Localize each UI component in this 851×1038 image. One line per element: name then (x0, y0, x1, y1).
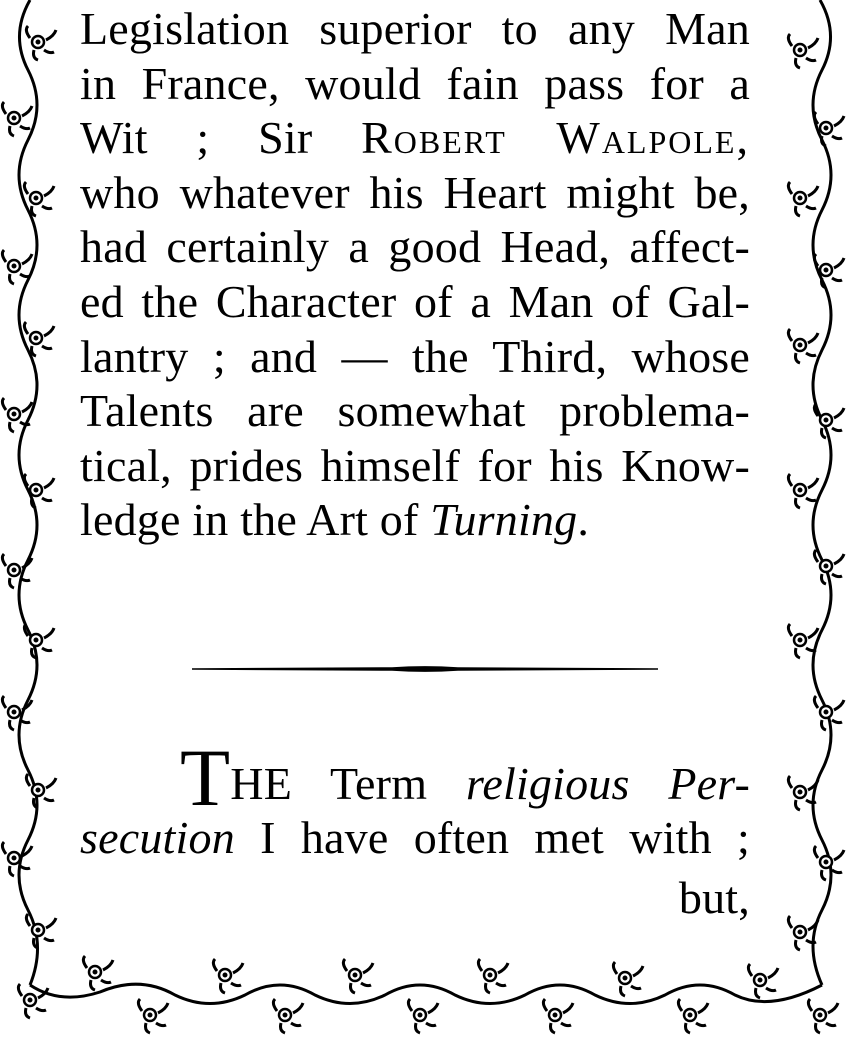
right-flower-ornaments (788, 34, 844, 1033)
text-line: in France, would fain pass for a (80, 57, 750, 109)
text-fragment: . (577, 494, 590, 546)
small-caps-name: Robert Walpole, (361, 112, 750, 164)
section-divider-rule (192, 665, 658, 673)
text-fragment: ledge in the Art of (80, 494, 419, 546)
bottom-vine (30, 984, 822, 1003)
text-line: ed the Character of a Man of Gal- (80, 275, 750, 327)
text-line: Legislation superior to any Man (80, 3, 750, 54)
text-line: had certainly a good Head, affect- (80, 221, 750, 273)
text-fragment: Wit ; Sir (80, 112, 313, 164)
italic-phrase: religious Per- (465, 758, 750, 809)
text-line (80, 732, 750, 823)
text-line (80, 111, 750, 166)
text-line (80, 493, 750, 548)
italic-word: Turning (430, 494, 578, 546)
text-line: lantry ; and — the Third, whose (80, 330, 750, 382)
text-line: who whatever his Heart might be, (80, 166, 750, 218)
caps-word: HE (230, 758, 293, 809)
paragraph-one (80, 2, 750, 548)
left-flower-ornaments (2, 26, 56, 948)
italic-word: secution (80, 812, 235, 863)
right-vine (813, 0, 831, 985)
text-line: tical, prides himself for his Know- (80, 439, 750, 491)
paragraph-two (80, 732, 750, 928)
text-line (80, 808, 750, 868)
drop-cap: T (180, 732, 231, 823)
text-line: but, (678, 872, 750, 923)
text-fragment: I have often met with ; (260, 812, 750, 863)
text-fragment: Term (329, 758, 428, 809)
text-line: Talents are somewhat problema- (80, 385, 750, 437)
